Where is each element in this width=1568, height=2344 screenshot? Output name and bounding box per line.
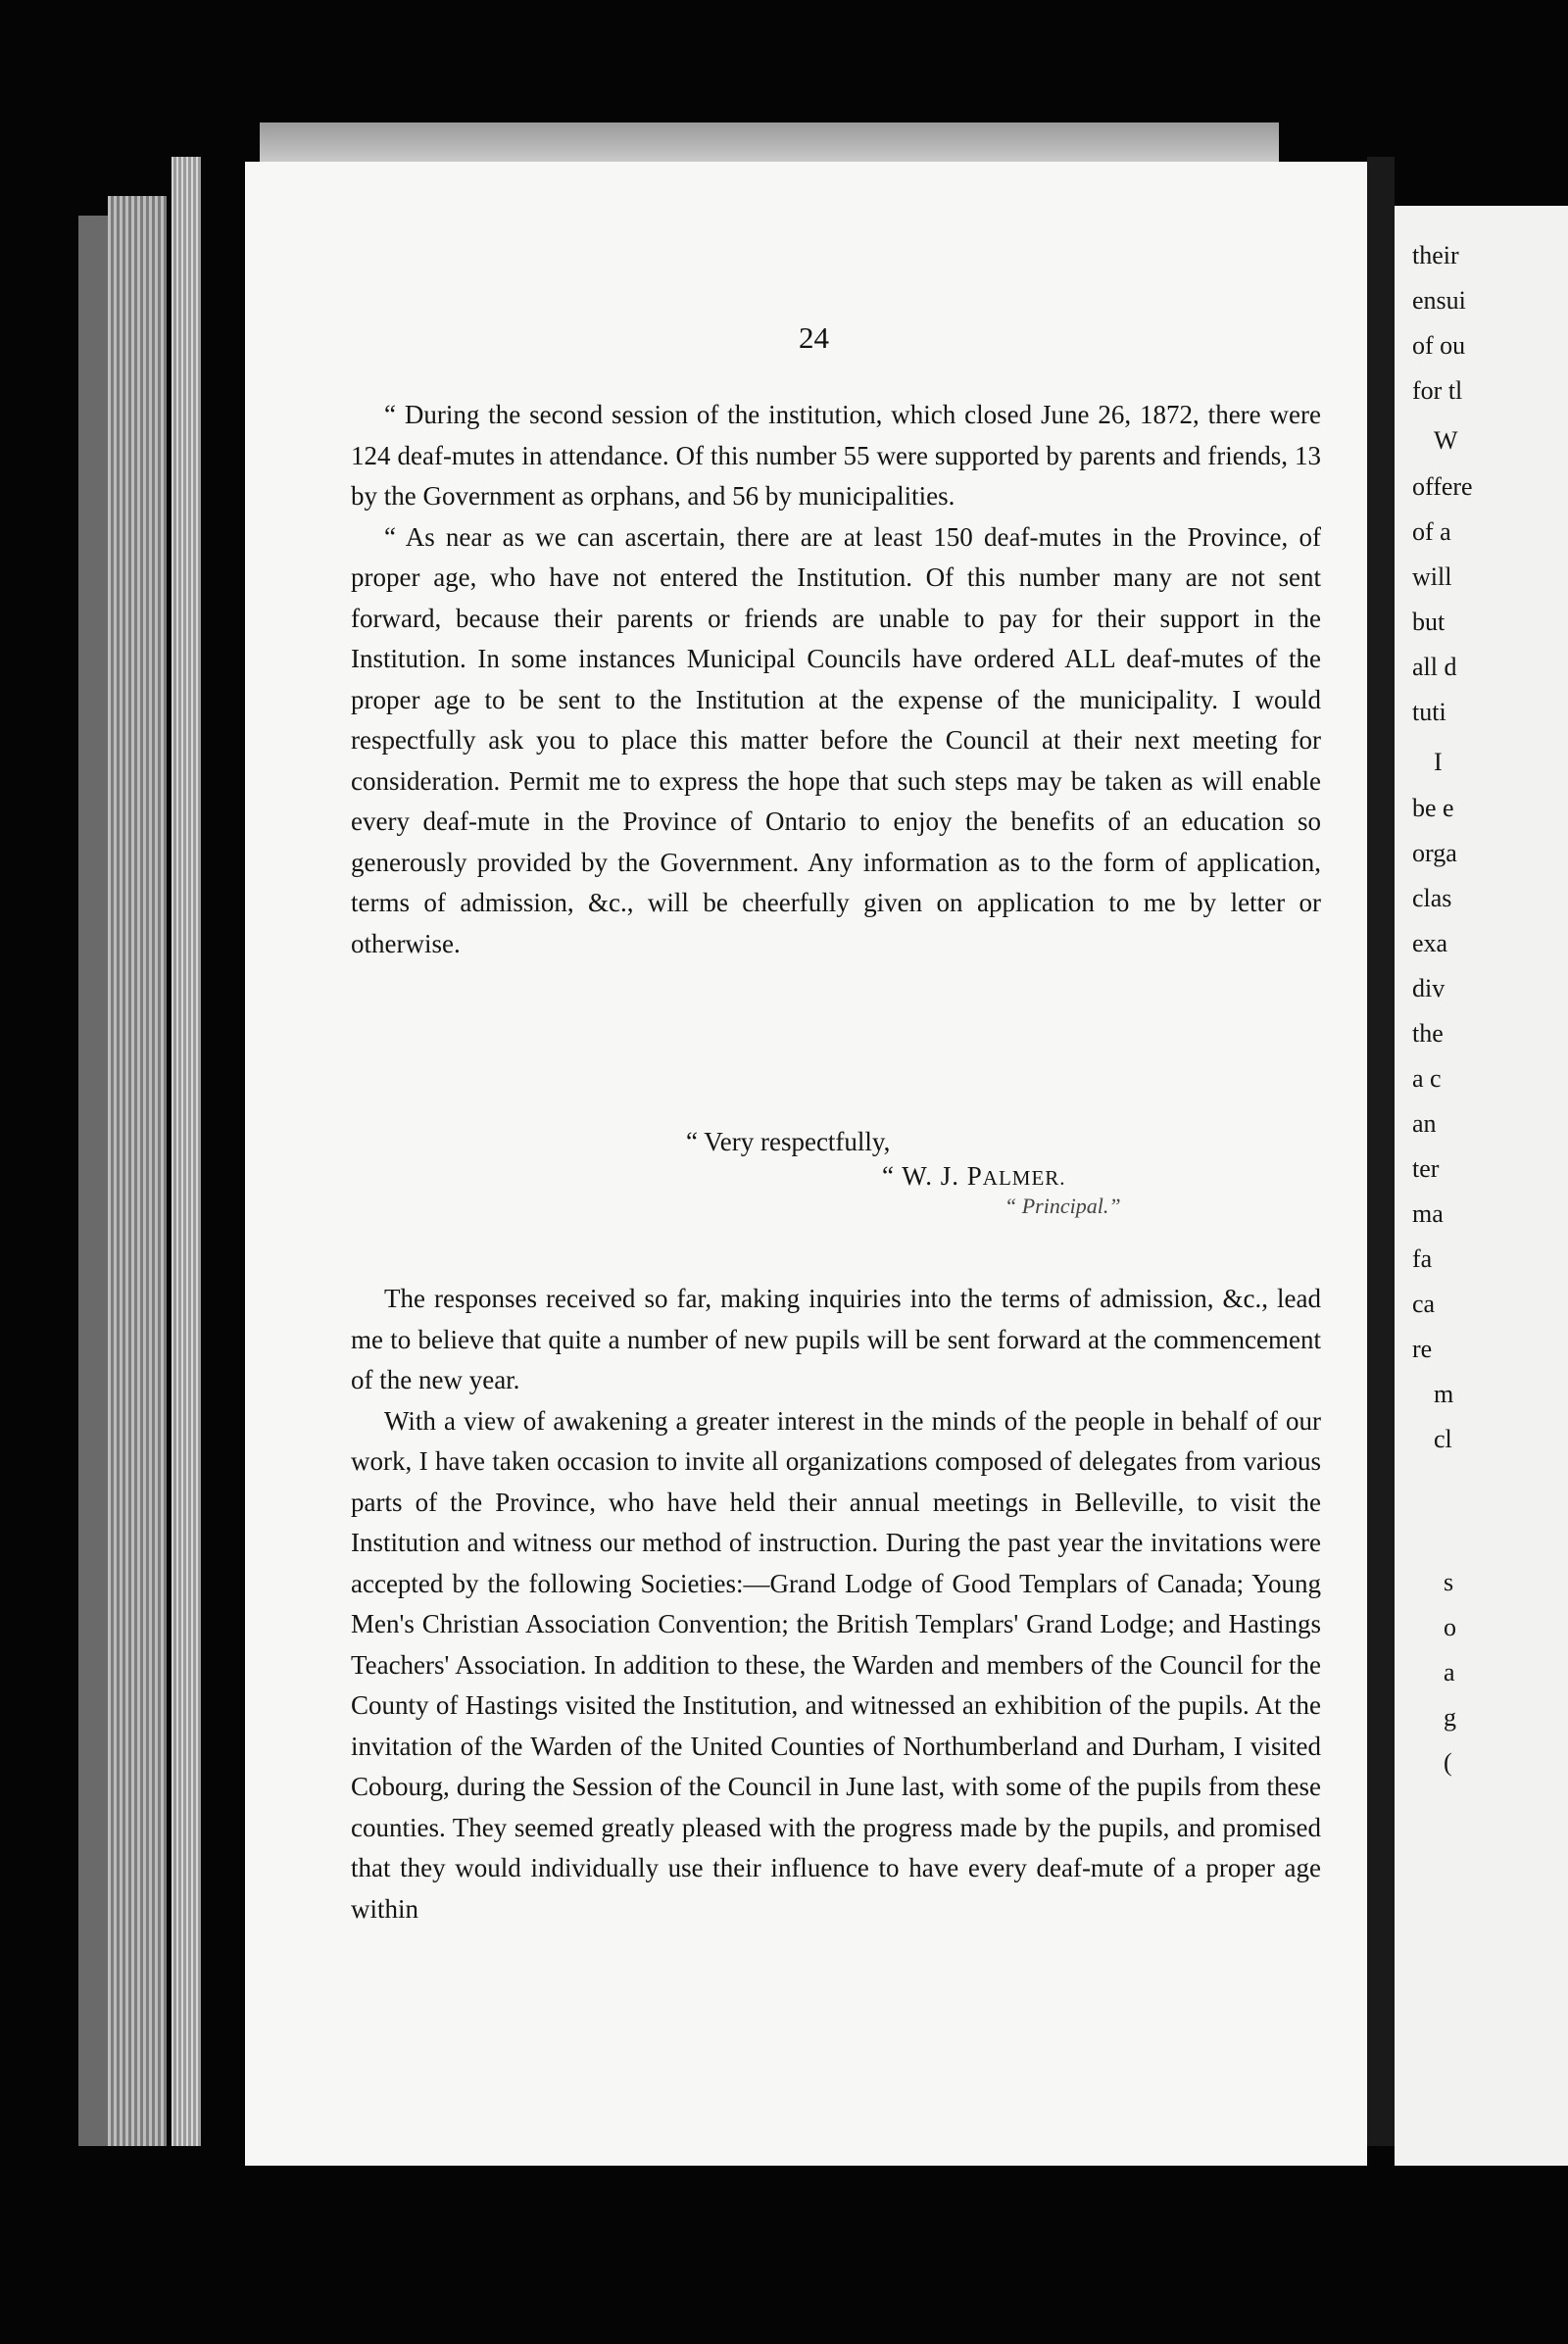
report-body	[351, 1279, 1321, 1929]
signature-title: “ Principal.”	[1004, 1194, 1121, 1218]
letter-paragraph: “ As near as we can ascertain, there are at least 150 deaf-mutes in the Province, of proper age, who have not entered the Institution. Of this number many are not sent forward, because their parents or friends are unable to pay for their support in the Institution. In some instances Municipal Councils have ordered ALL deaf-mutes of the proper age to be sent to the Institution at the expense of the municipality. I would respectfully ask you to place this matter before the Council at their next meeting for consideration. Permit me to express the hope that such steps may be taken as will enable every deaf-mute in the Province of Ontario to enjoy the benefits of an education so generously provided by the Government. Any information as to the form of application, terms of admission, &c., will be cheerfully given on application to me by letter or otherwise.	[351, 521, 1321, 958]
right-page-line: div	[1412, 974, 1446, 1002]
right-page-line: ma	[1412, 1199, 1444, 1228]
right-page-line: re	[1412, 1335, 1433, 1363]
right-page-line: g	[1444, 1703, 1456, 1732]
right-page-line: an	[1412, 1109, 1437, 1138]
quoted-letter	[351, 395, 1321, 964]
book-gutter	[1367, 157, 1395, 2146]
right-page-line: s	[1444, 1568, 1454, 1596]
right-page-line: ter	[1412, 1154, 1440, 1183]
right-page-line: m	[1434, 1380, 1454, 1408]
right-page-line: for tl	[1412, 376, 1463, 405]
right-page-line: exa	[1412, 929, 1448, 957]
right-page-line: tuti	[1412, 698, 1446, 726]
right-page-line: ca	[1412, 1290, 1436, 1318]
right-page-line: of a	[1412, 517, 1451, 546]
page-block-edge	[108, 196, 167, 2146]
right-page-line: (	[1444, 1748, 1452, 1777]
right-page-sliver	[1395, 206, 1568, 2166]
right-page-line: ensui	[1412, 286, 1466, 315]
right-page-line: the	[1412, 1019, 1444, 1048]
letter-paragraph: “ During the second session of the institution, which closed June 26, 1872, there were 124 deaf-mutes in attendance. Of this number 55 were supported by parents and friends, 13 by the Government as orphans, and 56 by municipalities.	[351, 400, 1321, 511]
right-page-line: cl	[1434, 1425, 1452, 1453]
right-page-line: of ou	[1412, 331, 1466, 360]
right-page-line: o	[1444, 1613, 1456, 1641]
right-page-line: but	[1412, 608, 1446, 636]
letter-closing: “ Very respectfully,	[686, 1127, 891, 1156]
right-page-line: W	[1434, 426, 1458, 455]
report-paragraph: With a view of awakening a greater interest in the minds of the people in behalf of our work, I have taken occasion to invite all organizations composed of delegates from various parts of the Province, who have held their annual meetings in Belleville, to visit the Institution and witness our method of instruction. During the past year the invitations were accepted by the following Societies:—Grand Lodge of Good Templars of Canada; Young Men's Christian Association Convention; the British Templars' Grand Lodge; and Hastings Teachers' Association. In addition to these, the Warden and members of the Council for the County of Hastings visited the Institution, and witnessed an exhibition of the pupils. At the invitation of the Warden of the United Counties of Northumberland and Durham, I visited Cobourg, during the Session of the Council in June last, with some of the pupils from these counties. They seemed greatly pleased with the progress made by the pupils, and promised that they would individually use their influence to have every deaf-mute of a proper age within	[351, 1405, 1321, 1924]
right-page-line: be e	[1412, 794, 1454, 822]
right-page-line: fa	[1412, 1245, 1433, 1273]
left-page	[245, 162, 1367, 2166]
right-page-line: all d	[1412, 653, 1457, 681]
right-page-line: I	[1434, 748, 1443, 776]
right-page-line: clas	[1412, 884, 1452, 912]
signature-name: “ W. J. P	[882, 1161, 983, 1191]
report-paragraph: The responses received so far, making inquiries into the terms of admission, &c., lead me to believe that quite a number of new pupils will be sent forward at the commencement of the new year.	[351, 1284, 1321, 1394]
right-page-line: a	[1444, 1658, 1455, 1686]
page-number: 24	[799, 320, 829, 355]
right-page-line: a c	[1412, 1064, 1442, 1093]
book-cover-edge	[78, 216, 108, 2146]
right-page-line: offere	[1412, 472, 1473, 501]
right-page-line: their	[1412, 241, 1459, 269]
right-page-line: orga	[1412, 839, 1457, 867]
right-page-line: will	[1412, 562, 1452, 591]
signature-name-rest: ALMER.	[982, 1166, 1066, 1190]
letter-signature	[882, 1161, 1066, 1192]
page-block-edge-inner	[172, 157, 201, 2146]
